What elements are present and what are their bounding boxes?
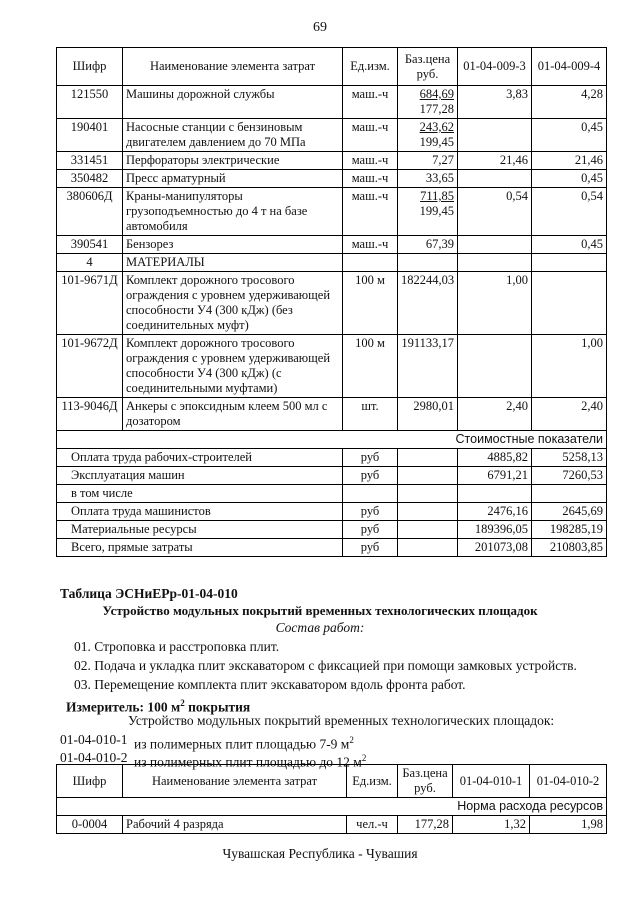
work-step: 03. Перемещение комплекта плит экскаватором вдоль фронта работ.	[74, 677, 466, 692]
row-unit: маш.-ч	[343, 152, 398, 170]
empty-cell	[398, 503, 458, 521]
header-code: Шифр	[57, 765, 123, 798]
empty-cell	[343, 254, 398, 272]
row-code: 121550	[57, 86, 123, 119]
composition-title: Состав работ:	[275, 620, 365, 635]
row-unit: 100 м	[343, 272, 398, 335]
price-value: 67,39	[425, 237, 454, 251]
header-name: Наименование элемента затрат	[123, 48, 343, 86]
row-value-1: 2,40	[458, 398, 532, 431]
table-row	[57, 236, 607, 254]
summary-row	[57, 467, 607, 485]
measure-unit: Измеритель: 100 $м^2$ покрытия	[66, 698, 251, 715]
row-name: Пресс арматурный	[123, 170, 343, 188]
row-unit: чел.-ч	[347, 816, 398, 834]
price-value: 684,69	[419, 87, 454, 101]
summary-value-2: 198285,19	[532, 521, 607, 539]
empty-cell	[398, 467, 458, 485]
row-unit: маш.-ч	[343, 188, 398, 236]
row-code: 190401	[57, 119, 123, 152]
empty-cell	[398, 485, 458, 503]
summary-unit: руб	[343, 503, 398, 521]
cost-caption-row	[57, 431, 607, 449]
header-unit: Ед.изм.	[347, 765, 398, 798]
section-heading: Устройство модульных покрытий временных технологических площадок	[102, 603, 538, 618]
table-row	[57, 398, 607, 431]
cost-caption: Стоимостные показатели	[57, 431, 607, 449]
row-code: 350482	[57, 170, 123, 188]
row-value-2: 2,40	[532, 398, 607, 431]
header-code: Шифр	[57, 48, 123, 86]
table-row	[57, 254, 607, 272]
summary-value-1: 6791,21	[458, 467, 532, 485]
row-value-1: 21,46	[458, 152, 532, 170]
row-price: 2980,01	[398, 398, 458, 431]
footer-region: Чувашская Республика - Чувашия	[222, 846, 418, 861]
resources-table-body	[57, 86, 607, 557]
empty-cell	[458, 254, 532, 272]
table-row	[57, 272, 607, 335]
row-unit: маш.-ч	[343, 86, 398, 119]
table-row	[57, 188, 607, 236]
norm-caption: Норма расхода ресурсов	[57, 798, 607, 816]
empty-cell	[532, 254, 607, 272]
row-price	[398, 86, 458, 119]
summary-unit: руб	[343, 539, 398, 557]
row-code: 380606Д	[57, 188, 123, 236]
row-value-1: 0,54	[458, 188, 532, 236]
row-value-1	[458, 236, 532, 254]
row-value-1: 1,32	[453, 816, 530, 834]
row-name: Машины дорожной службы	[123, 86, 343, 119]
empty-cell	[398, 449, 458, 467]
row-value-2: 0,45	[532, 236, 607, 254]
header-price: Баз.цена руб.	[398, 48, 458, 86]
row-price	[398, 152, 458, 170]
header-unit: Ед.изм.	[343, 48, 398, 86]
summary-unit: руб	[343, 521, 398, 539]
summary-unit	[343, 485, 398, 503]
summary-value-2: 7260,53	[532, 467, 607, 485]
row-value-2: 0,45	[532, 170, 607, 188]
summary-value-1	[458, 485, 532, 503]
summary-label: Материальные ресурсы	[57, 521, 343, 539]
header-col-2: 01-04-009-4	[532, 48, 607, 86]
summary-row	[57, 503, 607, 521]
price-secondary: 199,45	[419, 135, 454, 149]
table-row	[57, 119, 607, 152]
row-name: Рабочий 4 разряда	[123, 816, 347, 834]
header-col-1: 01-04-009-3	[458, 48, 532, 86]
price-secondary: 177,28	[419, 102, 454, 116]
summary-value-1: 4885,82	[458, 449, 532, 467]
row-value-1: 1,00	[458, 272, 532, 335]
row-value-2: 0,54	[532, 188, 607, 236]
row-price: 177,28	[398, 816, 453, 834]
row-value-1: 3,83	[458, 86, 532, 119]
empty-cell	[398, 521, 458, 539]
table-row	[57, 816, 607, 834]
norms-table	[56, 764, 607, 834]
work-step: 02. Подача и укладка плит экскаватором с фиксацией при помощи замковых устройств.	[74, 658, 577, 673]
row-value-1	[458, 170, 532, 188]
table-title: Таблица ЭСНиЕРр-01-04-010	[60, 586, 238, 601]
summary-label: Оплата труда рабочих-строителей	[57, 449, 343, 467]
variant-text: из полимерных плит площадью до 12 $м^2$	[134, 753, 367, 770]
row-name: Перфораторы электрические	[123, 152, 343, 170]
summary-value-1: 2476,16	[458, 503, 532, 521]
variant-code: 01-04-010-2	[60, 750, 128, 765]
row-price	[398, 236, 458, 254]
price-value: 711,85	[420, 189, 454, 203]
table-row	[57, 170, 607, 188]
page-number: 69	[313, 20, 327, 35]
summary-label: в том числе	[57, 485, 343, 503]
row-name: Комплект дорожного тросового ограждения с уровнем удерживающей способности У4 (300 кДж) (без соединительных муфт)	[123, 272, 343, 335]
header-price: Баз.цена руб.	[398, 765, 453, 798]
resources-table	[56, 47, 607, 557]
row-price	[398, 188, 458, 236]
variant-code: 01-04-010-1	[60, 732, 128, 747]
section-name: МАТЕРИАЛЫ	[123, 254, 343, 272]
summary-label: Оплата труда машинистов	[57, 503, 343, 521]
row-unit: 100 м	[343, 335, 398, 398]
summary-value-1: 201073,08	[458, 539, 532, 557]
row-unit: маш.-ч	[343, 119, 398, 152]
row-value-2: 1,98	[530, 816, 607, 834]
header-col-2: 01-04-010-2	[530, 765, 607, 798]
summary-row	[57, 449, 607, 467]
row-name: Насосные станции с бензиновым двигателем давлением до 70 МПа	[123, 119, 343, 152]
row-code: 390541	[57, 236, 123, 254]
variant-text: из полимерных плит площадью 7-9 $м^2$	[134, 735, 354, 752]
price-secondary: 199,45	[419, 204, 454, 218]
table-row	[57, 86, 607, 119]
table-row	[57, 335, 607, 398]
summary-row	[57, 485, 607, 503]
row-unit: маш.-ч	[343, 170, 398, 188]
row-value-2: 1,00	[532, 335, 607, 398]
row-name: Бензорез	[123, 236, 343, 254]
work-step: 01. Строповка и расстроповка плит.	[74, 639, 280, 654]
price-value: 33,65	[425, 171, 454, 185]
row-unit: шт.	[343, 398, 398, 431]
intro-text: Устройство модульных покрытий временных технологических площадок:	[128, 713, 555, 728]
summary-value-2: 5258,13	[532, 449, 607, 467]
header-col-1: 01-04-010-1	[453, 765, 530, 798]
row-code: 101-9672Д	[57, 335, 123, 398]
summary-value-1: 189396,05	[458, 521, 532, 539]
row-name: Анкеры с эпоксидным клеем 500 мл с дозатором	[123, 398, 343, 431]
summary-label: Эксплуатация машин	[57, 467, 343, 485]
empty-cell	[398, 254, 458, 272]
price-value: 7,27	[432, 153, 454, 167]
summary-value-2: 210803,85	[532, 539, 607, 557]
header-name: Наименование элемента затрат	[123, 765, 347, 798]
row-value-2: 4,28	[532, 86, 607, 119]
summary-unit: руб	[343, 449, 398, 467]
summary-label: Всего, прямые затраты	[57, 539, 343, 557]
summary-value-2	[532, 485, 607, 503]
summary-row	[57, 521, 607, 539]
row-name: Краны-манипуляторы грузоподъемностью до 4 т на базе автомобиля	[123, 188, 343, 236]
row-code: 0-0004	[57, 816, 123, 834]
row-value-2: 0,45	[532, 119, 607, 152]
summary-row	[57, 539, 607, 557]
row-price: 182244,03	[398, 272, 458, 335]
row-code: 101-9671Д	[57, 272, 123, 335]
row-price	[398, 119, 458, 152]
row-name: Комплект дорожного тросового ограждения с уровнем удерживающей способности У4 (300 кДж) (с соединительными муфтами)	[123, 335, 343, 398]
section-code: 4	[57, 254, 123, 272]
row-code: 331451	[57, 152, 123, 170]
summary-unit: руб	[343, 467, 398, 485]
row-value-1	[458, 335, 532, 398]
price-value: 243,62	[419, 120, 454, 134]
table-row	[57, 152, 607, 170]
row-code: 113-9046Д	[57, 398, 123, 431]
row-value-2: 21,46	[532, 152, 607, 170]
row-price	[398, 170, 458, 188]
row-price: 191133,17	[398, 335, 458, 398]
row-value-2	[532, 272, 607, 335]
empty-cell	[398, 539, 458, 557]
summary-value-2: 2645,69	[532, 503, 607, 521]
row-unit: маш.-ч	[343, 236, 398, 254]
row-value-1	[458, 119, 532, 152]
